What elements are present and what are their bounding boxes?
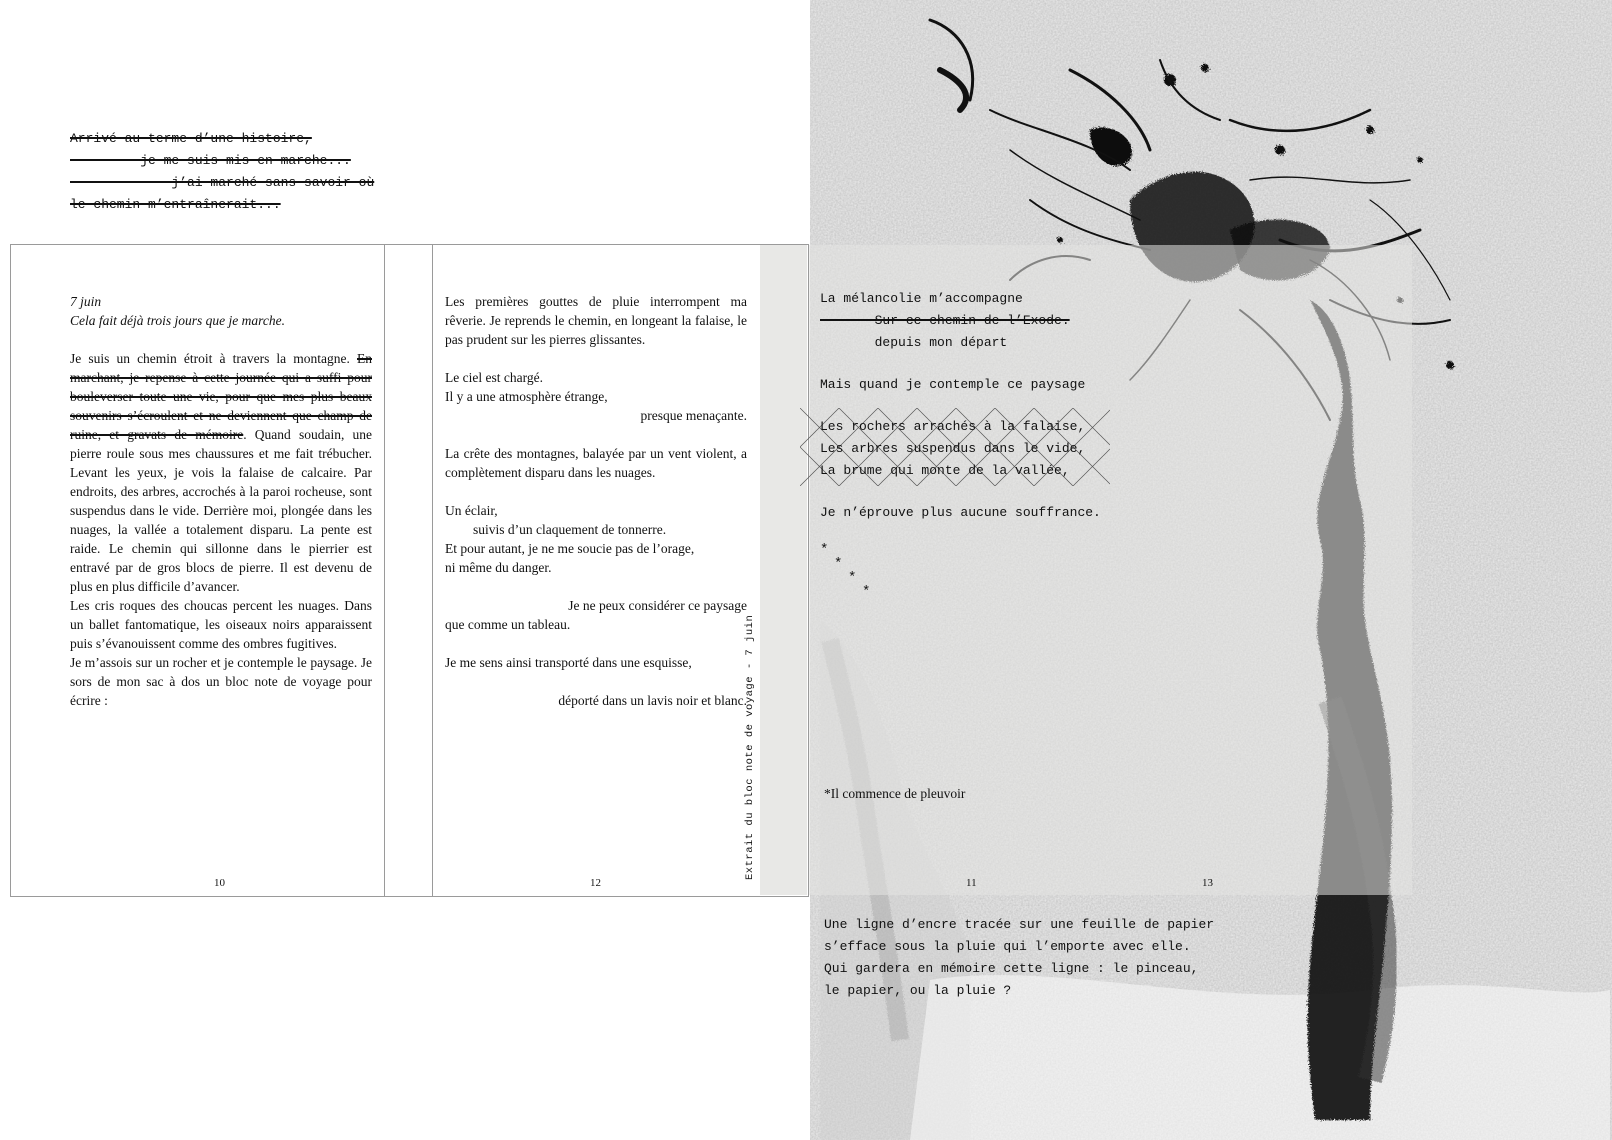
sky-line: Le ciel est chargé. <box>445 370 543 385</box>
sketch-line: Je me sens ainsi transporté dans une esquisse, <box>445 655 692 670</box>
paragraph-birds: Les cris roques des choucas percent les nuages. Dans un ballet fantomatique, les oiseaux noirs apparaissent puis s’évanouissent comme des ombres fugitives. <box>70 598 372 651</box>
intro-line: j’ai marché sans savoir où <box>70 175 375 190</box>
page-10-text <box>70 292 372 710</box>
paper-texture-strip <box>760 245 807 895</box>
wash-line: déporté dans un lavis noir et blanc. <box>558 693 747 708</box>
lightning-line: Un éclair, <box>445 503 498 518</box>
poem-line: La mélancolie m’accompagne <box>820 291 1023 306</box>
poem-line: La brume qui monte de la vallée, <box>820 463 1070 478</box>
entry-subtitle: Cela fait déjà trois jours que je marche. <box>70 313 285 328</box>
closing-line: Qui gardera en mémoire cette ligne : le pinceau, <box>824 961 1199 976</box>
paragraph-rain: Les premières gouttes de pluie interrompent ma rêverie. Je reprends le chemin, en longeant la falaise, le pas prudent sur les pierres glissantes. <box>445 294 747 347</box>
paragraph-rest: . Quand soudain, une pierre roule sous mes chaussures et me fait trébucher. Levant les yeux, je vois la falaise de calcaire. Par endroits, des arbres, accrochés à la paroi rocheuse, sont suspendus dans le vide. Derrière moi, plongée dans les nuages, la vallée a totalement disparu. La pente est raide. Le chemin qui sillonne dans le pierrier est entravé par de gros blocs de pierre. Il est devenu de plus en plus difficile d’avancer. <box>70 427 372 594</box>
painting-line: que comme un tableau. <box>445 617 571 632</box>
intro-line: le chemin m’entraînerait... <box>70 197 281 212</box>
closing-text <box>824 914 1214 1002</box>
rain-footnote: *Il commence de pleuvoir <box>824 786 966 801</box>
poem-block <box>820 288 1120 524</box>
struck-intro-text <box>70 128 374 216</box>
intro-line: je me suis mis en marche... <box>70 153 351 168</box>
page-number-12: 12 <box>590 877 601 889</box>
menacing-line: presque menaçante. <box>640 408 747 423</box>
poem-line: Les arbres suspendus dans le vide, <box>820 441 1086 456</box>
asterisk: * <box>820 542 829 558</box>
closing-line: le papier, ou la pluie ? <box>824 983 1012 998</box>
paragraph-lead: Je suis un chemin étroit à travers la montagne. <box>70 351 350 366</box>
entry-date: 7 juin <box>70 294 102 309</box>
notebook-side-label: Extrait du bloc note de voyage - 7 juin <box>744 614 756 880</box>
atmosphere-line: Il y a une atmosphère étrange, <box>445 389 608 404</box>
asterisk: * <box>834 556 843 572</box>
struck-passage: En marchant, je repense à cette journée qui a suffi pour bouleverser toute une vie, pour que mes plus beaux souvenirs s’écroulent et ne deviennent que champ de ruine, et gravats de mémoire <box>70 351 372 442</box>
closing-line: s’efface sous la pluie qui l’emporte avec elle. <box>824 939 1191 954</box>
page-number-11: 11 <box>966 877 977 889</box>
danger-line: ni même du danger. <box>445 560 552 575</box>
closing-line: Une ligne d’encre tracée sur une feuille de papier <box>824 917 1215 932</box>
page-number-10: 10 <box>214 877 225 889</box>
poem-line: Je n’éprouve plus aucune souffrance. <box>820 505 1101 520</box>
paragraph-notebook: Je m’assois sur un rocher et je contemple le paysage. Je sors de mon sac à dos un bloc note de voyage pour écrire : <box>70 655 372 708</box>
intro-line: Arrivé au terme d’une histoire, <box>70 131 312 146</box>
thunder-line: suivis d’un claquement de tonnerre. <box>473 522 667 537</box>
paragraph-main <box>70 349 372 596</box>
poem-line: depuis mon départ <box>820 335 1008 350</box>
asterisk: * <box>862 584 871 600</box>
landscape-line: Je ne peux considérer ce paysage <box>568 598 747 613</box>
asterisk: * <box>848 570 857 586</box>
page-number-13: 13 <box>1202 877 1213 889</box>
paragraph-crest: La crête des montagnes, balayée par un vent violent, a complètement disparu dans les nuages. <box>445 446 747 480</box>
poem-line: Mais quand je contemple ce paysage <box>820 377 1086 392</box>
storm-line: Et pour autant, je ne me soucie pas de l’orage, <box>445 541 695 556</box>
page-fold-frame <box>384 244 434 897</box>
poem-line-struck: Sur ce chemin de l’Exode. <box>820 313 1070 328</box>
page-12-text <box>445 292 747 710</box>
poem-line: Les rochers arrachés à la falaise, <box>820 419 1086 434</box>
